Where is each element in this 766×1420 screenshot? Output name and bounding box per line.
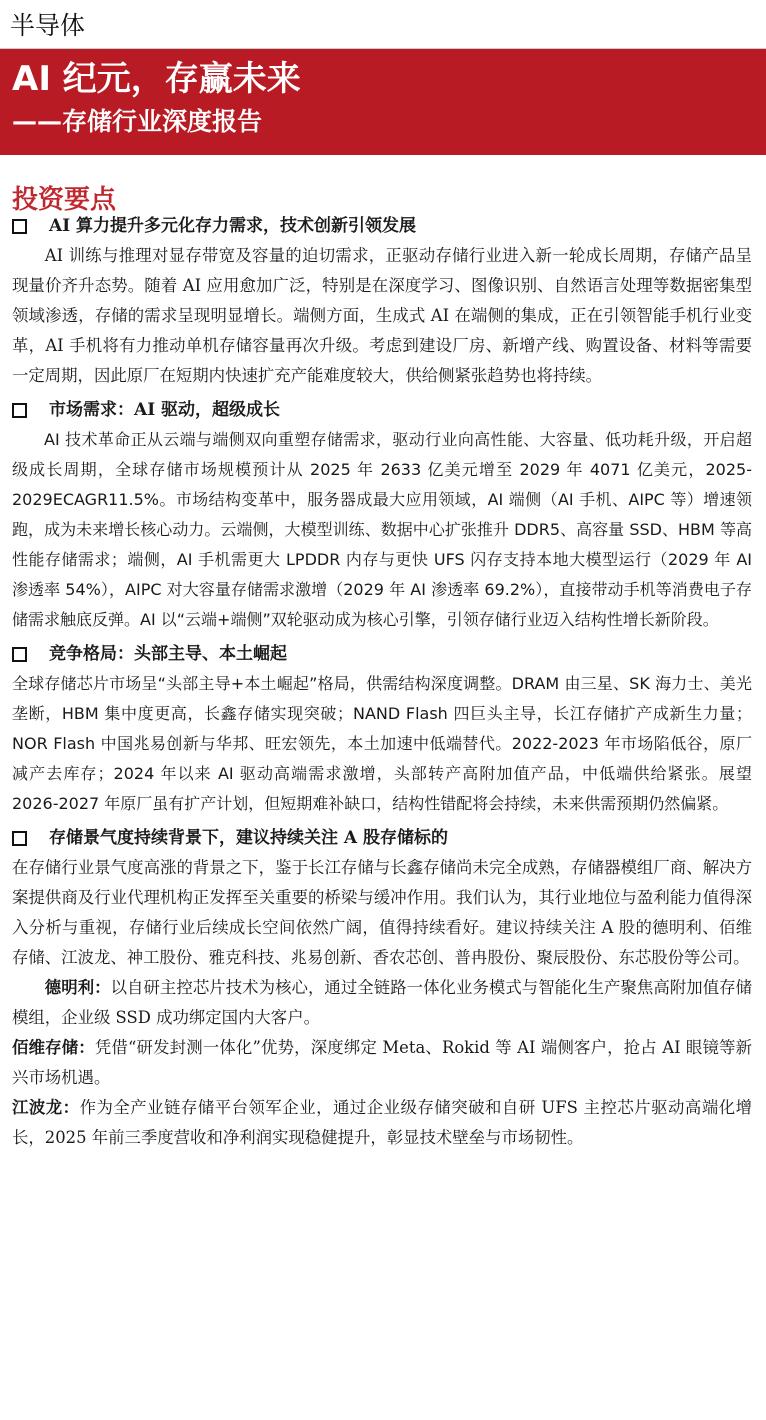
point-heading-text: 存储景气度持续背景下，建议持续关注 A 股存储标的: [49, 828, 449, 848]
point-heading-4: [12, 823, 752, 853]
company-entry-biwin: [12, 1033, 752, 1093]
point-body-3: 全球存储芯片市场呈“头部主导+本土崛起”格局，供需结构深度调整。DRAM 由三星、SK 海力士、美光垄断，HBM 集中度更高，长鑫存储实现突破；NAND Flash 四巨头主导，长江存储扩产成新生力量；NOR Flash 中国兆易创新与华邦、旺宏领先，本土加速中低端替代。2022-2023 年市场陷低谷，原厂减产去库存；2024 年以来 AI 驱动高端需求激增，头部转产高附加值产品，中低端供给紧张。展望 2026-2027 年原厂虽有扩产计划，但短期难补缺口，结构性错配将会持续，未来供需预期仍然偏紧。: [12, 674, 752, 813]
point-heading-text: 竞争格局：头部主导、本土崛起: [49, 644, 287, 664]
company-desc: 以自研主控芯片技术为核心，通过全链路一体化业务模式与智能化生产聚焦高附加值存储模组，企业级 SSD 成功绑定国内大客户。: [12, 978, 753, 1027]
point-body-1: AI 训练与推理对显存带宽及容量的迫切需求，正驱动存储行业进入新一轮成长周期，存储产品呈现量价齐升态势。随着 AI 应用愈加广泛，特别是在深度学习、图像识别、自然语言处理等数据密集型领域渗透，存储的需求呈现明显增长。端侧方面，生成式 AI 在端侧的集成，正在引领智能手机行业变革，AI 手机将有力推动单机存储容量再次升级。考虑到建设厂房、新增产线、购置设备、材料等需要一定周期，因此原厂在短期内快速扩充产能难度较大，供给侧紧张趋势也将持续。: [12, 246, 752, 385]
section-heading: 投资要点: [12, 185, 117, 215]
company-name: 江波龙：: [12, 1098, 80, 1117]
point-heading-3: [12, 639, 752, 669]
industry-label-text: 半导体: [10, 11, 86, 40]
report-banner: [0, 49, 766, 155]
point-heading-text: AI 算力提升多元化存力需求，技术创新引领发展: [49, 216, 417, 236]
point-heading-1: [12, 211, 752, 241]
company-name: 德明利：: [44, 978, 111, 997]
company-name: 佰维存储：: [12, 1038, 95, 1057]
company-desc: 作为全产业链存储平台领军企业，通过企业级存储突破和自研 UFS 主控芯片驱动高端化增长，2025 年前三季度营收和净利润实现稳健提升，彰显技术壁垒与市场韧性。: [12, 1098, 752, 1147]
point-heading-text: 市场需求：AI 驱动，超级成长: [49, 400, 281, 420]
report-title: AI 纪元，存赢未来: [12, 59, 301, 99]
report-subtitle: ——存储行业深度报告: [12, 107, 263, 136]
company-entry-demingli: [12, 973, 752, 1033]
checkbox-bullet-icon: [12, 831, 27, 846]
report-content: [0, 205, 766, 1153]
checkbox-bullet-icon: [12, 403, 27, 418]
point-body-2: AI 技术革命正从云端与端侧双向重塑存储需求，驱动行业向高性能、大容量、低功耗升级，开启超级成长周期，全球存储市场规模预计从 2025 年 2633 亿美元增至 2029 年 4071 亿美元，2025-2029ECAGR11.5%。市场结构变革中，服务器成最大应用领域，AI 端侧（AI 手机、AIPC 等）增速领跑，成为未来增长核心动力。云端侧，大模型训练、数据中心扩张推升 DDR5、高容量 SSD、HBM 等高性能存储需求；端侧，AI 手机需更大 LPDDR 内存与更快 UFS 闪存支持本地大模型运行（2029 年 AI 渗透率 54%），AIPC 对大容量存储需求激增（2029 年 AI 渗透率 69.2%），直接带动手机等消费电子存储需求触底反弹。AI 以“云端+端侧”双轮驱动成为核心引擎，引领存储行业迈入结构性增长新阶段。: [12, 430, 752, 629]
company-desc: 凭借“研发封测一体化”优势，深度绑定 Meta、Rokid 等 AI 端侧客户，抢占 AI 眼镜等新兴市场机遇。: [12, 1038, 753, 1087]
point-heading-2: [12, 395, 752, 425]
checkbox-bullet-icon: [12, 647, 27, 662]
checkbox-bullet-icon: [12, 219, 27, 234]
industry-label: [0, 0, 766, 49]
company-entry-longsys: [12, 1093, 752, 1153]
point-body-4: 在存储行业景气度高涨的背景之下，鉴于长江存储与长鑫存储尚未完全成熟，存储器模组厂商、解决方案提供商及行业代理机构正发挥至关重要的桥梁与缓冲作用。我们认为，其行业地位与盈利能力值得深入分析与重视，存储行业后续成长空间依然广阔，值得持续看好。建议持续关注 A 股的德明利、佰维存储、江波龙、神工股份、雅克科技、兆易创新、香农芯创、普冉股份、聚辰股份、东芯股份等公司。: [12, 858, 752, 967]
